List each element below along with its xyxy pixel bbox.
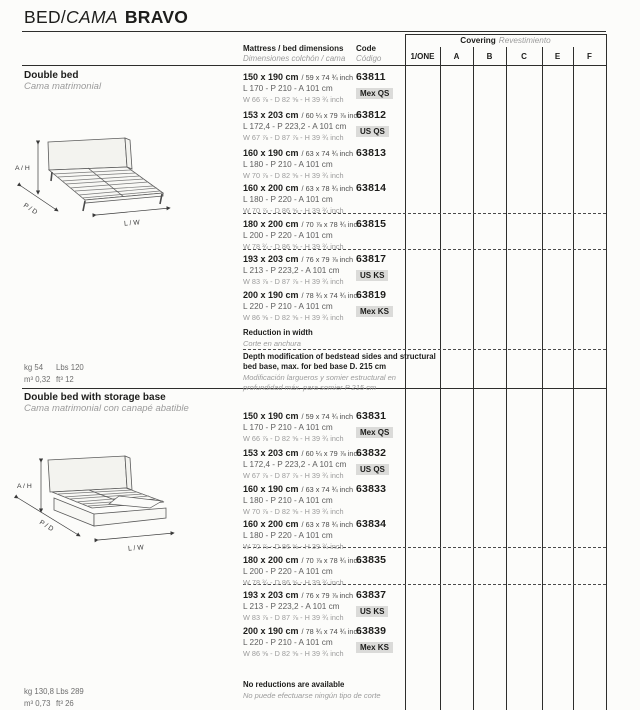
code-cell <box>356 290 406 319</box>
note-text-en: Reduction in width <box>243 328 313 337</box>
code-cell <box>356 148 406 159</box>
weight-info-double-bed <box>24 362 84 385</box>
mattress-size-inches: / 59 x 74 ¾ inch <box>301 73 354 82</box>
bed-dimensions-inch: W 78 ¾ - D 86 ⅝ - H 39 ¾ inch <box>243 577 344 587</box>
weight-kg: kg 54 <box>24 363 44 372</box>
mattress-size: 200 x 190 cm <box>243 290 299 300</box>
weight-info-storage-bed <box>24 686 84 709</box>
weight-kg: kg 130,8 <box>24 687 54 696</box>
bed-dimensions-inch: W 66 ⅞ - D 82 ⅝ - H 39 ¾ inch <box>243 94 344 104</box>
width-dimension-label: L / W <box>123 219 141 228</box>
bed-dimensions-cm: L 180 - P 210 - A 101 cm <box>243 160 333 169</box>
bed-dimensions-cm: L 172,4 - P 223,2 - A 101 cm <box>243 122 347 131</box>
bed-dimensions-cm: L 213 - P 223,2 - A 101 cm <box>243 602 340 611</box>
column-divider <box>506 47 507 710</box>
bed-dimensions-inch: W 86 ⅝ - D 82 ⅝ - H 39 ¾ inch <box>243 312 344 322</box>
covering-header <box>405 36 606 45</box>
column-divider <box>542 47 543 710</box>
code-cell <box>356 183 406 194</box>
bed-dimensions-cm: L 180 - P 210 - A 101 cm <box>243 496 333 505</box>
mattress-size: 160 x 190 cm <box>243 148 299 158</box>
note-text-en: No reductions are available <box>243 680 345 689</box>
column-divider <box>573 47 574 710</box>
product-code: 63812 <box>356 109 387 121</box>
product-code: 63811 <box>356 71 386 83</box>
size-standard-badge: Mex KS <box>356 306 393 317</box>
code-header-en: Code <box>356 44 376 53</box>
covering-box-top-border <box>405 34 607 35</box>
size-standard-badge: US QS <box>356 126 389 137</box>
bed-dimensions-inch: W 66 ⅞ - D 82 ⅝ - H 39 ¾ inch <box>243 433 344 443</box>
mattress-size: 200 x 190 cm <box>243 626 299 636</box>
product-code: 63819 <box>356 289 387 301</box>
section-title-en: Double bed <box>24 70 79 81</box>
size-standard-badge: Mex KS <box>356 642 393 653</box>
mattress-size: 153 x 203 cm <box>243 110 299 120</box>
code-cell <box>356 484 406 495</box>
mattress-size-inches: / 70 ⅞ x 78 ¾ inch <box>301 220 362 229</box>
bed-dimensions-cm: L 213 - P 223,2 - A 101 cm <box>243 266 340 275</box>
code-cell <box>356 72 406 101</box>
covering-column-c: C <box>521 52 527 61</box>
covering-label-es: Revestimiento <box>498 36 551 45</box>
bed-dimensions-inch: W 70 ⅞ - D 86 ⅝ - H 39 ¾ inch <box>243 205 344 215</box>
code-cell <box>356 626 406 655</box>
bed-dimensions-cm: L 180 - P 220 - A 101 cm <box>243 531 333 540</box>
note-text-es: Modificación largueros y somier estructural en profundidad máx. para somier P 215 cm <box>243 373 396 392</box>
depth-dimension-label: P / D <box>21 202 39 217</box>
bed-dimensions-inch: W 83 ⅞ - D 87 ⅞ - H 39 ¾ inch <box>243 276 344 286</box>
code-column-header <box>356 44 381 63</box>
double-bed-diagram <box>14 136 214 236</box>
section-title-es: Cama matrimonial <box>24 81 102 92</box>
dimensions-header-es: Dimensiones colchón / cama <box>243 53 346 63</box>
covering-label-en: Covering <box>460 36 496 45</box>
row-separator-dashed <box>243 349 606 350</box>
width-dimension-label: L / W <box>127 544 145 553</box>
product-code: 63835 <box>356 554 387 566</box>
bed-dimensions-inch: W 83 ⅞ - D 87 ⅞ - H 39 ¾ inch <box>243 612 344 622</box>
bed-dimensions-cm: L 172,4 - P 223,2 - A 101 cm <box>243 460 347 469</box>
height-dimension-label: A / H <box>15 165 30 172</box>
section-title-en: Double bed with storage base <box>24 392 166 403</box>
title-product-en: BED/ <box>24 7 67 27</box>
product-code: 63837 <box>356 589 387 601</box>
note-reduction-in-width <box>243 328 443 349</box>
code-cell <box>356 219 406 230</box>
dimensions-column-header <box>243 44 345 63</box>
covering-column-1one: 1/ONE <box>410 52 435 61</box>
volume-line <box>24 698 84 710</box>
mattress-size-inches: / 63 x 78 ¾ inch <box>301 520 354 529</box>
mattress-size: 193 x 203 cm <box>243 254 299 264</box>
weight-lbs: Lbs 120 <box>56 363 84 372</box>
mattress-size-inches: / 78 ¾ x 74 ¾ inch <box>301 627 362 636</box>
mattress-size-inches: / 63 x 78 ¾ inch <box>301 184 354 193</box>
product-code: 63831 <box>356 410 387 422</box>
bed-dimensions-inch: W 67 ⅞ - D 87 ⅞ - H 39 ¾ inch <box>243 470 344 480</box>
code-cell <box>356 555 406 566</box>
mattress-size-inches: / 63 x 74 ¾ inch <box>301 485 354 494</box>
bed-dimensions-cm: L 220 - P 210 - A 101 cm <box>243 302 333 311</box>
note-text-es: No puede efectuarse ningún tipo de corte <box>243 691 381 700</box>
bed-dimensions-inch: W 70 ⅞ - D 82 ⅝ - H 39 ¾ inch <box>243 170 344 180</box>
product-code: 63834 <box>356 518 387 530</box>
mattress-size: 150 x 190 cm <box>243 411 299 421</box>
covering-column-b: B <box>486 52 493 61</box>
note-text-en: Depth modification of bedstead sides and structural bed base, max. for bed base D. 215 cm <box>243 352 436 371</box>
bed-dimensions-cm: L 180 - P 220 - A 101 cm <box>243 195 333 204</box>
volume-ft3: ft³ 12 <box>56 374 74 384</box>
covering-column-e: E <box>554 52 561 61</box>
note-depth-modification <box>243 352 448 392</box>
mattress-size-inches: / 60 ¼ x 79 ⅞ inch <box>301 449 362 458</box>
header-rule <box>22 65 606 66</box>
bed-dimensions-cm: L 170 - P 210 - A 101 cm <box>243 423 333 432</box>
weight-lbs: Lbs 289 <box>56 687 84 696</box>
weight-line <box>24 686 84 698</box>
mattress-size-inches: / 63 x 74 ¾ inch <box>301 149 354 158</box>
size-standard-badge: US KS <box>356 606 388 617</box>
note-no-reductions <box>243 680 453 701</box>
covering-column-f: F <box>587 52 592 61</box>
title-rule <box>22 31 606 32</box>
note-text-es: Corte en anchura <box>243 339 301 348</box>
code-cell <box>356 110 406 139</box>
volume-line <box>24 374 84 386</box>
product-code: 63832 <box>356 447 387 459</box>
mattress-size: 150 x 190 cm <box>243 72 299 82</box>
bed-dimensions-inch: W 78 ¾ - D 86 ⅝ - H 39 ¾ inch <box>243 241 344 251</box>
mattress-size-inches: / 60 ¼ x 79 ⅞ inch <box>301 111 362 120</box>
mattress-size: 160 x 200 cm <box>243 519 299 529</box>
mattress-size-inches: / 59 x 74 ¾ inch <box>301 412 354 421</box>
mattress-size: 153 x 203 cm <box>243 448 299 458</box>
mattress-size-inches: / 76 x 79 ⅞ inch <box>301 255 354 264</box>
mattress-size-inches: / 76 x 79 ⅞ inch <box>301 591 354 600</box>
code-cell <box>356 254 406 283</box>
bed-dimensions-cm: L 170 - P 210 - A 101 cm <box>243 84 333 93</box>
volume-m3: m³ 0,73 <box>24 698 51 708</box>
weight-line <box>24 362 84 374</box>
volume-ft3: ft³ 26 <box>56 698 74 708</box>
product-code: 63833 <box>356 483 387 495</box>
height-dimension-label: A / H <box>17 483 32 490</box>
section-title-es: Cama matrimonial con canapé abatible <box>24 403 189 414</box>
mattress-size-inches: / 70 ⅞ x 78 ¾ inch <box>301 556 362 565</box>
mattress-size: 160 x 200 cm <box>243 183 299 193</box>
column-divider <box>473 47 474 710</box>
bed-dimensions-cm: L 200 - P 220 - A 101 cm <box>243 567 333 576</box>
product-code: 63813 <box>356 147 387 159</box>
size-standard-badge: Mex QS <box>356 88 393 99</box>
code-header-es: Código <box>356 53 382 63</box>
product-code: 63814 <box>356 182 387 194</box>
mattress-size: 193 x 203 cm <box>243 590 299 600</box>
code-cell <box>356 590 406 619</box>
product-code: 63839 <box>356 625 387 637</box>
bed-dimensions-inch: W 67 ⅞ - D 87 ⅞ - H 39 ¾ inch <box>243 132 344 142</box>
size-standard-badge: US KS <box>356 270 388 281</box>
bed-dimensions-cm: L 220 - P 210 - A 101 cm <box>243 638 333 647</box>
size-standard-badge: Mex QS <box>356 427 393 438</box>
code-cell <box>356 411 406 440</box>
table-right-border <box>606 34 607 710</box>
mattress-size: 160 x 190 cm <box>243 484 299 494</box>
title-model-name: BRAVO <box>124 7 189 27</box>
section-title-storage-bed <box>24 392 189 414</box>
title-product-es: CAMA <box>66 7 118 27</box>
section-title-double-bed <box>24 70 101 92</box>
mattress-size: 180 x 200 cm <box>243 555 299 565</box>
bed-dimensions-inch: W 70 ⅞ - D 82 ⅝ - H 39 ¾ inch <box>243 506 344 516</box>
product-code: 63815 <box>356 218 387 230</box>
bed-dimensions-cm: L 200 - P 220 - A 101 cm <box>243 231 333 240</box>
size-standard-badge: US QS <box>356 464 389 475</box>
dimensions-header-en: Mattress / bed dimensions <box>243 44 344 53</box>
storage-bed-diagram <box>14 450 214 555</box>
product-code: 63817 <box>356 253 387 265</box>
depth-dimension-label: P / D <box>37 519 55 534</box>
covering-column-a: A <box>453 52 460 61</box>
volume-m3: m³ 0,32 <box>24 374 51 384</box>
code-cell <box>356 448 406 477</box>
mattress-size: 180 x 200 cm <box>243 219 299 229</box>
code-cell <box>356 519 406 530</box>
bed-dimensions-inch: W 70 ⅞ - D 86 ⅝ - H 39 ¾ inch <box>243 541 344 551</box>
bed-dimensions-inch: W 86 ⅝ - D 82 ⅝ - H 39 ¾ inch <box>243 648 344 658</box>
page-title <box>24 7 188 28</box>
mattress-size-inches: / 78 ¾ x 74 ¾ inch <box>301 291 362 300</box>
